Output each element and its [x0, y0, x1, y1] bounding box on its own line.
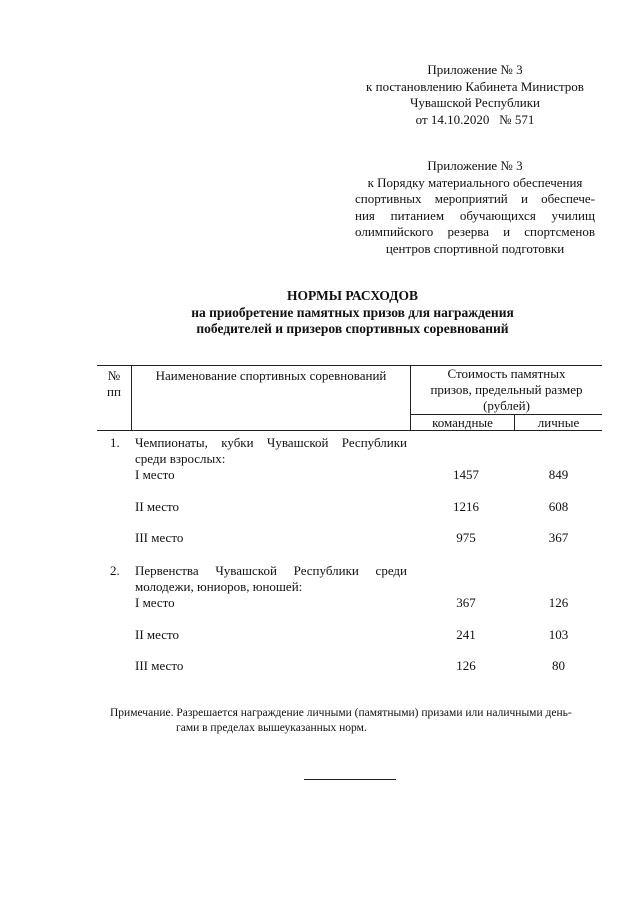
place-label: II место: [135, 499, 180, 514]
personal-value: 103: [548, 627, 569, 642]
team-value: 1216: [453, 499, 479, 514]
appendix-line: спортивных мероприятий и обеспече-: [355, 191, 595, 206]
appendix-line: от 14.10.2020 № 571: [415, 111, 535, 127]
personal-value: 849: [548, 467, 569, 482]
document-title: НОРМЫ РАСХОДОВ: [286, 288, 419, 303]
team-value: 1457: [453, 467, 479, 482]
document-subtitle: на приобретение памятных призов для награждения: [191, 305, 514, 320]
section-title: Первенства Чувашской Республики среди: [135, 563, 407, 578]
place-label: III место: [135, 530, 184, 545]
team-value: 126: [456, 658, 476, 673]
closing-rule: [304, 779, 396, 780]
place-label: I место: [135, 595, 175, 610]
appendix-line: ния питанием обучающихся училищ: [355, 207, 595, 223]
team-value: 975: [456, 530, 476, 545]
header-cost: призов, предельный размер: [430, 382, 583, 397]
footnote-text: гами в пределах вышеуказанных норм.: [176, 722, 367, 734]
section-num: 2.: [110, 563, 120, 578]
appendix-line: Приложение № 3: [427, 158, 523, 173]
document-subtitle: победителей и призеров спортивных соревнований: [196, 321, 509, 336]
personal-value: 608: [548, 499, 569, 514]
appendix-line: Чувашской Республики: [409, 95, 541, 110]
personal-value: 80: [552, 658, 565, 673]
section-title: молодежи, юниоров, юношей:: [135, 579, 303, 594]
section-num: 1.: [110, 435, 120, 450]
team-value: 241: [456, 627, 476, 642]
appendix-line: центров спортивной подготовки: [385, 240, 565, 256]
header-num: пп: [107, 384, 121, 399]
appendix-line: Приложение № 3: [427, 62, 523, 77]
header-team: командные: [432, 415, 493, 430]
appendix-line: олимпийского резерва и спортсменов: [355, 224, 595, 239]
appendix-line: к постановлению Кабинета Министров: [366, 78, 584, 94]
place-label: II место: [135, 627, 180, 642]
appendix-line: к Порядку материального обеспечения: [367, 174, 583, 190]
header-num: №: [107, 368, 121, 383]
personal-value: 126: [548, 595, 569, 610]
header-cost: Стоимость памятных: [447, 366, 566, 381]
team-value: 367: [456, 595, 476, 610]
header-personal: личные: [537, 415, 580, 430]
header-competition-name: Наименование спортивных соревнований: [155, 368, 387, 383]
section-title: среди взрослых:: [135, 451, 226, 466]
footnote-text: Примечание. Разрешается награждение личными (памятными) призами или наличными день-: [110, 707, 572, 719]
header-cost: (рублей): [483, 398, 530, 413]
place-label: III место: [135, 658, 184, 673]
personal-value: 367: [548, 530, 569, 545]
appendix-reference: [355, 62, 595, 128]
section-title: Чемпионаты, кубки Чувашской Республики: [135, 435, 407, 450]
place-label: I место: [135, 467, 175, 482]
footnote: [110, 706, 600, 736]
appendix-procedure: [355, 158, 595, 257]
